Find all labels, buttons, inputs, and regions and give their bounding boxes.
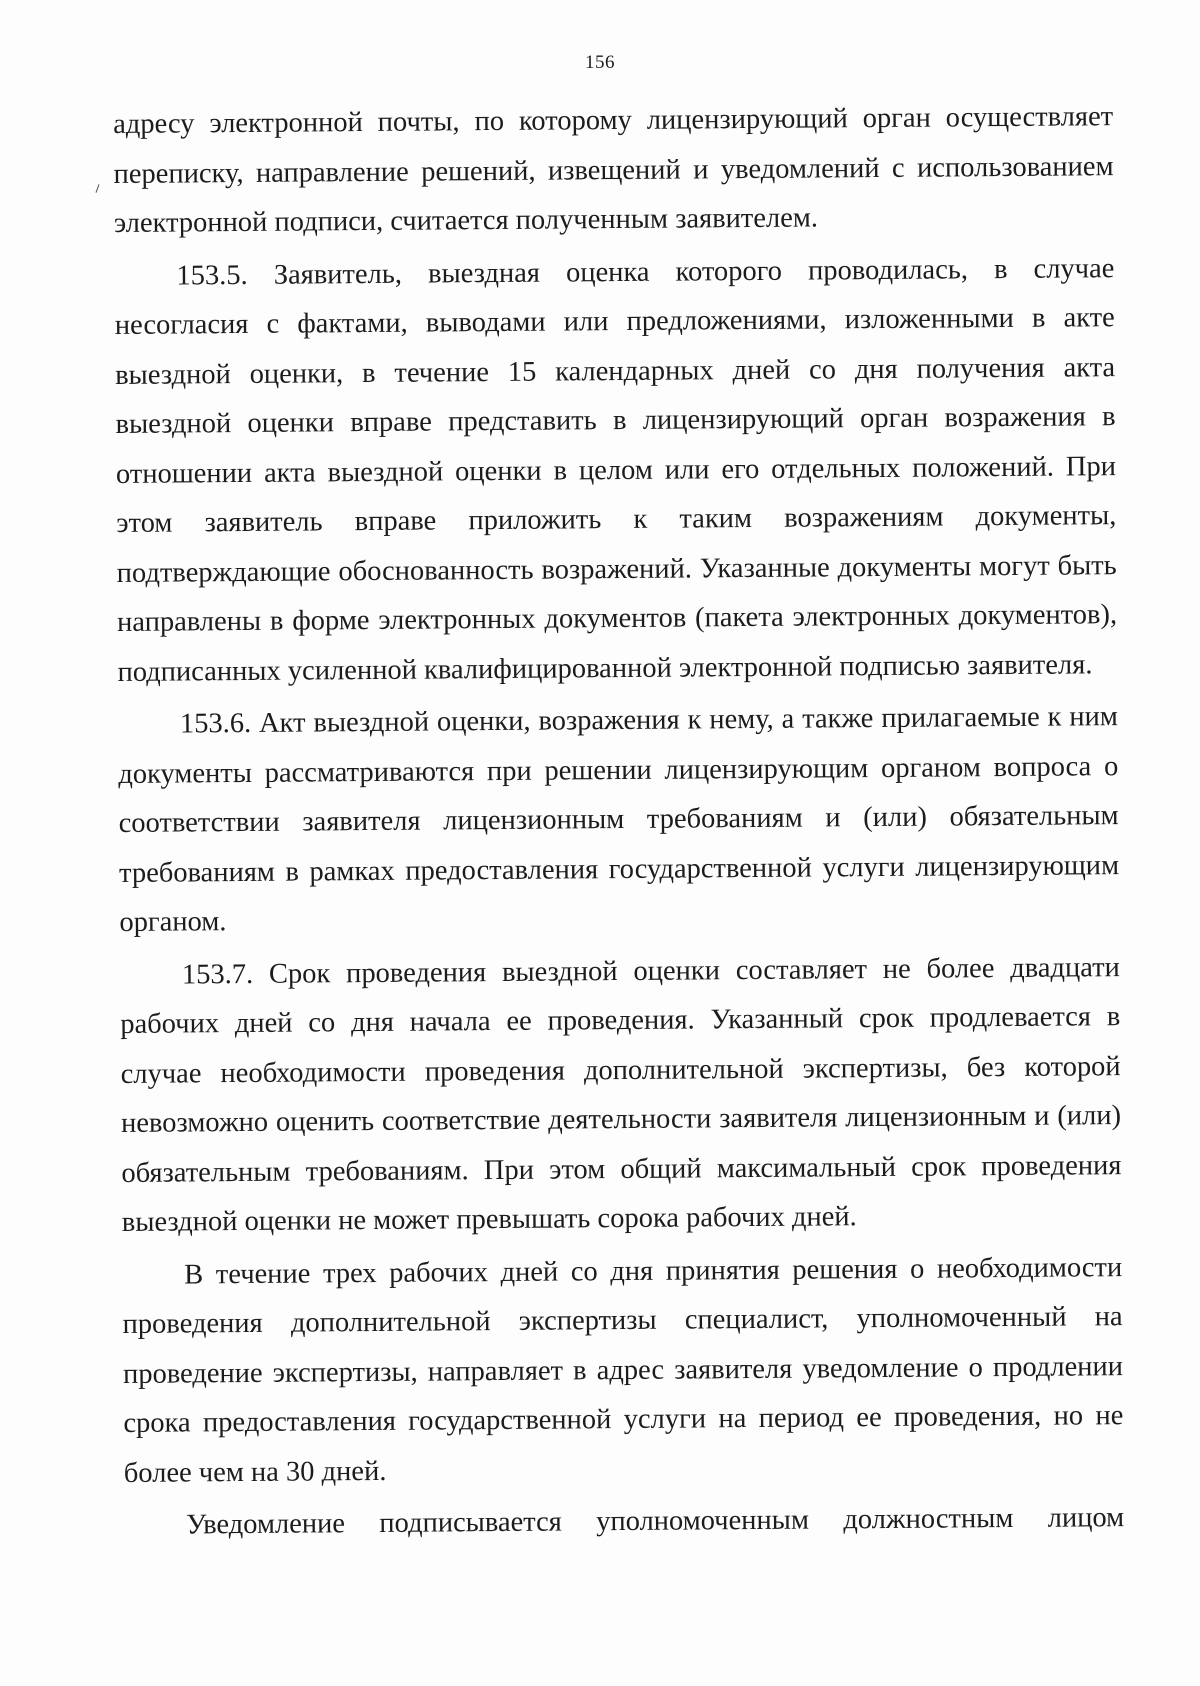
paragraph-153-6: 153.6. Акт выездной оценки, возражения к нему, а также прилагаемые к ним документы рассматриваются при решении лицензирующим органом вопроса о соответствии заявителя лицензионным требованиям и (или) обязательным требованиям в рамках предоставления государственной услуги лицензирующим органом. xyxy=(118,701,1120,938)
paragraph-signing: Уведомление подписывается уполномоченным должностным лицом xyxy=(186,1502,1125,1541)
paragraph-continuation: адресу электронной почты, по которому лицензирующий орган осуществляет переписку, направление решений, извещений и уведомлений с использованием электронной подписи, считается полученным заявителем. xyxy=(113,101,1114,239)
paragraph-extension-notice: В течение трех рабочих дней со дня принятия решения о необходимости проведения дополнительной экспертизы специалист, уполномоченный на проведение экспертизы, направляет в адрес заявителя уведомление о продлении срока предоставления государственной услуги на период ее проведения, но не более чем на 30 дней. xyxy=(122,1251,1124,1489)
document-body xyxy=(113,92,1124,1550)
paragraph-153-5: 153.5. Заявитель, выездная оценка которого проводилась, в случае несогласия с фактами, выводами или предложениями, изложенными в акте выездной оценки, в течение 15 календарных дней со дня получения акта выездной оценки вправе представить в лицензирующий орган возражения в отношении акта выездной оценки в целом или его отдельных положений. При этом заявитель вправе приложить к таким возражениям документы, подтверждающие обоснованность возражений. Указанные документы могут быть направлены в форме электронных документов (пакета электронных документов), подписанных усиленной квалифицированной электронной подписью заявителя. xyxy=(114,252,1118,688)
page-number: 156 xyxy=(585,52,615,73)
scan-mark xyxy=(95,184,99,193)
paragraph-153-7: 153.7. Срок проведения выездной оценки составляет не более двадцати рабочих дней со дня начала ее проведения. Указанный срок продлевается в случае необходимости проведения дополнительной экспертизы, без которой невозможно оценить соответствие деятельности заявителя лицензионным и (или) обязательным требованиям. При этом общий максимальный срок проведения выездной оценки не может превышать сорока рабочих дней. xyxy=(120,951,1122,1238)
